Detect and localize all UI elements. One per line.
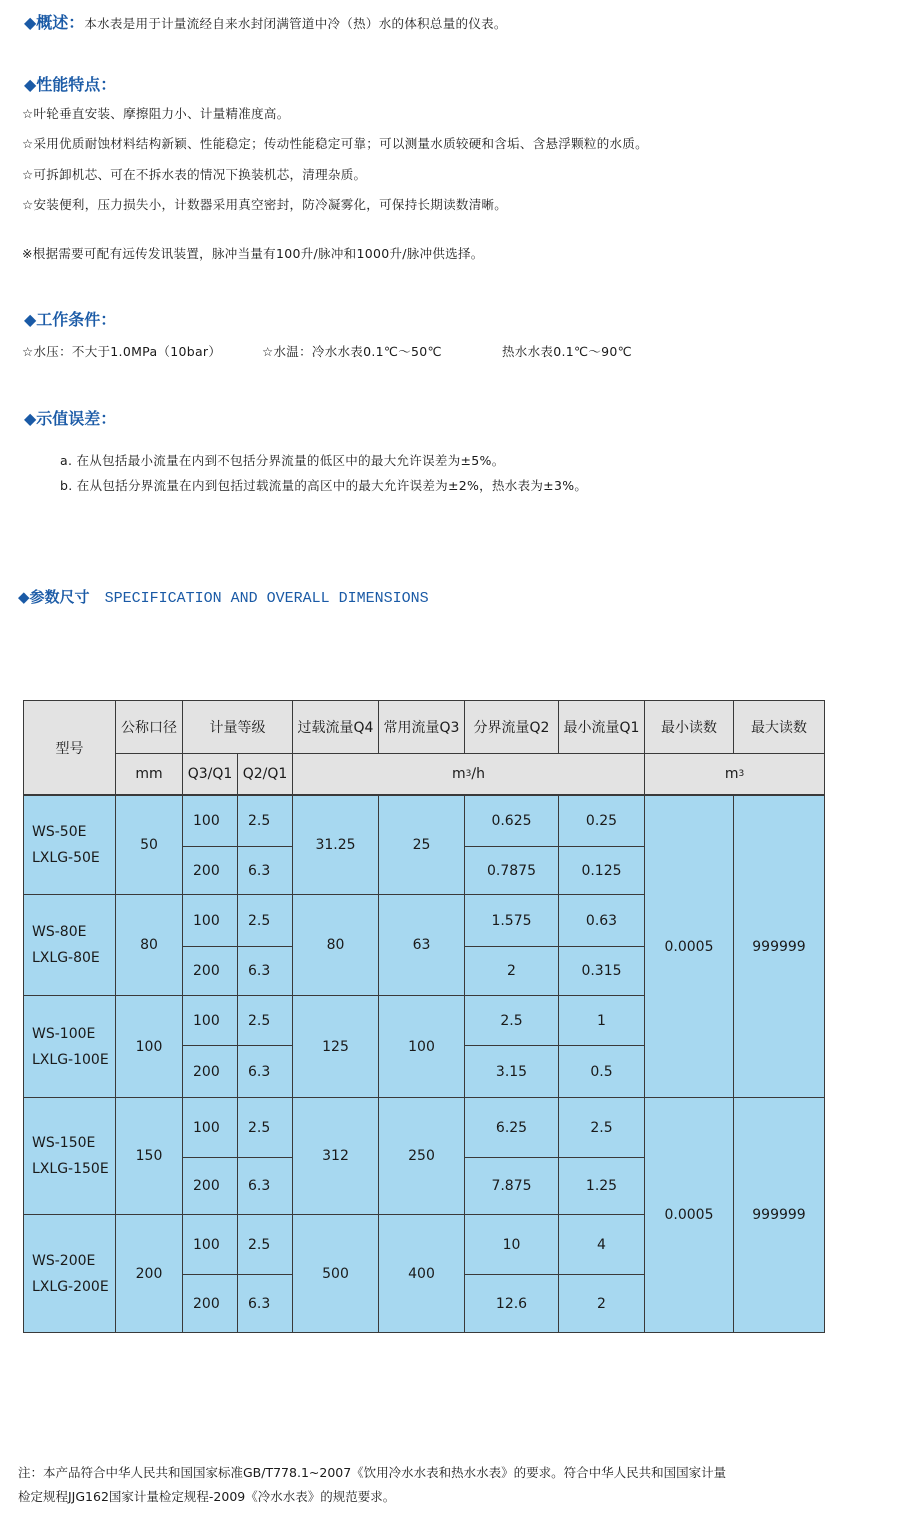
diameter-cell: 100 (115, 995, 183, 1098)
header-q2: 分界流量Q2 (464, 700, 559, 754)
footnote-line-1: 注：本产品符合中华人民共和国国家标准GB/T778.1~2007《饮用冷水水表和热水水表》的要求。符合中华人民共和国国家计量 (18, 1465, 727, 1480)
min-reading-cell: 0.0005 (644, 1097, 734, 1333)
conditions-temp-cold: ☆水温：冷水水表0.1℃～50℃ (262, 344, 442, 359)
ratio-q3q1-cell: 200 (182, 1274, 238, 1333)
ratio-q3q1-cell: 100 (182, 995, 238, 1046)
q1-cell: 0.25 (558, 795, 645, 847)
q4-cell: 500 (292, 1214, 379, 1333)
ratio-q3q1-cell: 200 (182, 846, 238, 895)
ratio-q3q1-cell: 100 (182, 1214, 238, 1275)
spec-title (18, 586, 429, 607)
q1-cell: 0.63 (558, 894, 645, 947)
q2-cell: 0.625 (464, 795, 559, 847)
header-q3: 常用流量Q3 (378, 700, 465, 754)
error-item-b: b. 在从包括分界流量在内到包括过载流量的高区中的最大允许误差为±2%，热水表为±3%。 (60, 478, 588, 493)
footnote-line-2: 检定规程JJG162国家计量检定规程-2009《冷水水表》的规范要求。 (18, 1489, 396, 1504)
spec-title-cn: ◆参数尺寸 (18, 588, 90, 606)
spec-table (23, 700, 825, 1332)
ratio-q3q1-cell: 200 (182, 946, 238, 996)
header-diameter: 公称口径 (115, 700, 183, 754)
q2-cell: 6.25 (464, 1097, 559, 1158)
ratio-q3q1-cell: 100 (182, 795, 238, 847)
overview-text: 本水表是用于计量流经自来水封闭满管道中冷（热）水的体积总量的仪表。 (84, 16, 507, 31)
header-min-reading: 最小读数 (644, 700, 734, 754)
ratio-q3q1-cell: 200 (182, 1045, 238, 1098)
q1-cell: 0.315 (558, 946, 645, 996)
header-q2q1: Q2/Q1 (237, 753, 293, 795)
header-q3q1: Q3/Q1 (182, 753, 238, 795)
model-name: WS-80E (32, 924, 87, 940)
model-name: WS-100E (32, 1025, 96, 1042)
min-reading-cell: 0.0005 (644, 795, 734, 1098)
ratio-q2q1-cell: 6.3 (237, 1274, 293, 1333)
max-reading-cell: 999999 (733, 1097, 825, 1333)
q2-cell: 2.5 (464, 995, 559, 1046)
model-name-alt: LXLG-200E (32, 1278, 109, 1295)
q3-cell: 400 (378, 1214, 465, 1333)
ratio-q2q1-cell: 6.3 (237, 846, 293, 895)
header-max-reading: 最大读数 (733, 700, 825, 754)
q2-cell: 7.875 (464, 1157, 559, 1215)
q1-cell: 2.5 (558, 1097, 645, 1158)
error-title: ◆示值误差： (24, 409, 117, 428)
q2-cell: 1.575 (464, 894, 559, 947)
model-name-alt: LXLG-50E (32, 850, 100, 866)
ratio-q3q1-cell: 200 (182, 1157, 238, 1215)
q1-cell: 0.5 (558, 1045, 645, 1098)
max-reading-cell: 999999 (733, 795, 825, 1098)
model-name-alt: LXLG-150E (32, 1161, 109, 1177)
header-grade: 计量等级 (182, 700, 293, 754)
ratio-q3q1-cell: 100 (182, 1097, 238, 1158)
features-title: ◆性能特点： (24, 75, 117, 94)
unit-flow-tail: /h (471, 766, 485, 782)
feature-item-1: ☆叶轮垂直安装、摩擦阻力小、计量精准度高。 (22, 106, 290, 121)
footnote (18, 1461, 726, 1509)
conditions-pressure: ☆水压：不大于1.0MPa（10bar） (22, 344, 222, 359)
ratio-q2q1-cell: 6.3 (237, 946, 293, 996)
header-unit-flow (292, 753, 645, 795)
ratio-q2q1-cell: 2.5 (237, 1214, 293, 1275)
diameter-cell: 50 (115, 795, 183, 895)
model-name-alt: LXLG-80E (32, 950, 100, 966)
error-item-a: a. 在从包括最小流量在内到不包括分界流量的低区中的最大允许误差为±5%。 (60, 453, 505, 468)
unit-flow-sup: 3 (465, 769, 472, 779)
diameter-cell: 200 (115, 1214, 183, 1333)
model-name: WS-50E (32, 824, 87, 840)
features-note: ※根据需要可配有远传发讯装置，脉冲当量有100升/脉冲和1000升/脉冲供选择。 (22, 246, 484, 261)
feature-item-3: ☆可拆卸机芯、可在不拆水表的情况下换装机芯，清理杂质。 (22, 167, 367, 182)
header-model: 型号 (23, 700, 116, 795)
model-cell (23, 795, 116, 895)
q1-cell: 0.125 (558, 846, 645, 895)
q2-cell: 12.6 (464, 1274, 559, 1333)
q3-cell: 63 (378, 894, 465, 996)
q2-cell: 3.15 (464, 1045, 559, 1098)
ratio-q2q1-cell: 2.5 (237, 795, 293, 847)
header-q4: 过载流量Q4 (292, 700, 379, 754)
q2-cell: 2 (464, 946, 559, 996)
ratio-q2q1-cell: 6.3 (237, 1157, 293, 1215)
overview-section (24, 10, 507, 33)
feature-item-4: ☆安装便利，压力损失小，计数器采用真空密封，防冷凝雾化，可保持长期读数清晰。 (22, 197, 508, 212)
ratio-q2q1-cell: 6.3 (237, 1045, 293, 1098)
conditions-temp-hot: 热水水表0.1℃～90℃ (502, 344, 632, 359)
model-cell (23, 1097, 116, 1215)
model-name: WS-200E (32, 1252, 96, 1269)
q1-cell: 1.25 (558, 1157, 645, 1215)
diameter-cell: 150 (115, 1097, 183, 1215)
feature-item-2: ☆采用优质耐蚀材料结构新颖、性能稳定；传动性能稳定可靠；可以测量水质较硬和含垢、含悬浮颗粒的水质。 (22, 136, 648, 151)
model-name-alt: LXLG-100E (32, 1051, 109, 1068)
ratio-q2q1-cell: 2.5 (237, 995, 293, 1046)
model-name: WS-150E (32, 1135, 96, 1151)
q4-cell: 125 (292, 995, 379, 1098)
q1-cell: 2 (558, 1274, 645, 1333)
header-q1: 最小流量Q1 (558, 700, 645, 754)
q4-cell: 312 (292, 1097, 379, 1215)
header-unit-mm: mm (115, 753, 183, 795)
q2-cell: 0.7875 (464, 846, 559, 895)
diameter-cell: 80 (115, 894, 183, 996)
q3-cell: 25 (378, 795, 465, 895)
model-cell (23, 995, 116, 1098)
unit-vol-sup: 3 (738, 769, 745, 779)
q4-cell: 80 (292, 894, 379, 996)
spec-title-en: SPECIFICATION AND OVERALL DIMENSIONS (104, 590, 429, 607)
ratio-q2q1-cell: 2.5 (237, 1097, 293, 1158)
model-cell (23, 894, 116, 996)
ratio-q3q1-cell: 100 (182, 894, 238, 947)
q1-cell: 4 (558, 1214, 645, 1275)
overview-title: ◆概述： (24, 13, 85, 32)
model-cell (23, 1214, 116, 1333)
q3-cell: 250 (378, 1097, 465, 1215)
q3-cell: 100 (378, 995, 465, 1098)
unit-vol-base: m (724, 766, 739, 782)
q1-cell: 1 (558, 995, 645, 1046)
header-unit-volume (644, 753, 825, 795)
conditions-title: ◆工作条件： (24, 310, 117, 329)
unit-flow-base: m (452, 766, 466, 782)
q2-cell: 10 (464, 1214, 559, 1275)
q4-cell: 31.25 (292, 795, 379, 895)
ratio-q2q1-cell: 2.5 (237, 894, 293, 947)
